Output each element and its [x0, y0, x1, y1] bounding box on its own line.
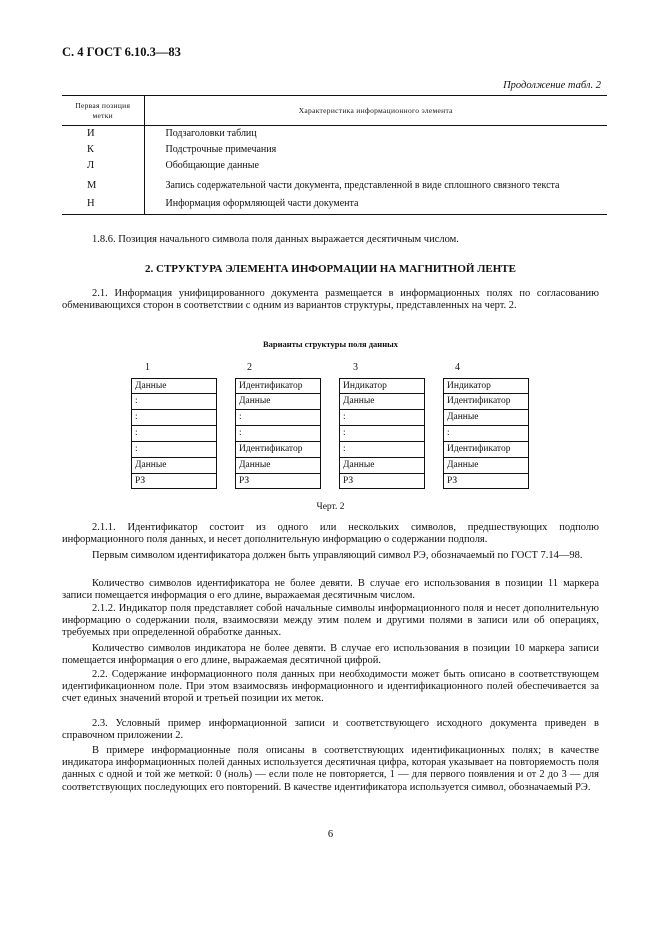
table-cell-letter: Л — [62, 158, 144, 174]
paragraph-2-1: 2.1. Информация унифицированного документа размещается в информационных полях по согласованию обменивающихся сторон в соответствии с одним из вариантов структуры, представленных на черт. 2. — [62, 288, 599, 312]
field-cell: Индикатор — [444, 378, 528, 394]
table-cell-text: Запись содержательной части документа, представленной в виде сплошного связного текста — [165, 180, 560, 191]
figure-title: Варианты структуры поля данных — [262, 339, 398, 349]
table-row — [62, 158, 607, 174]
field-cell: : — [132, 442, 216, 458]
table-row — [62, 194, 607, 215]
field-cell: Индикатор — [340, 378, 424, 394]
field-cell: : — [132, 426, 216, 442]
page-number: 6 — [327, 829, 334, 840]
field-cell: Идентификатор — [444, 442, 528, 458]
field-cell: РЗ — [132, 474, 216, 489]
paragraph-example: В примере информационные поля описаны в соответствующих идентификационных полях; в качестве индикатора информационных полей данных используется десятичная цифра, которая указывает на повторяемость поля данных с одной и той же меткой: 0 (ноль) — если поле не повторяется, 1 — для первого появления и от 2 до 3 — для соответствующих последующих его повторений. В качестве идентификатора используется символ, обозначаемый РЭ. — [62, 745, 599, 793]
table-cell-text: Подзаголовки таблиц — [165, 128, 257, 139]
paragraph-2-2: 2.2. Содержание информационного поля данных при необходимости может быть описано в соответствующем идентификационном поле. При этом взаимосвязь информационного и идентификационного полей обеспечивается за счет единых значений второй и третьей позиции их меток. — [62, 669, 599, 705]
paragraph-identifier-count: Количество символов идентификатора не более девяти. В случае его использования в позиции 11 маркера записи помещается информация о его длине, выражаемая десятичным числом. — [62, 578, 599, 602]
field-cell: Идентификатор — [236, 378, 320, 394]
table-header-description: Характеристика информационного элемента — [144, 96, 607, 126]
variant-3-structure — [339, 378, 425, 489]
paragraph-2-3: 2.3. Условный пример информационной записи и соответствующего исходного документа приведен в справочном приложении 2. — [62, 718, 599, 742]
field-cell: : — [340, 442, 424, 458]
field-cell: : — [236, 410, 320, 426]
table-cell-text: Обобщающие данные — [165, 160, 259, 171]
table-cell-letter: И — [62, 126, 144, 143]
table-continuation-label: Продолжение табл. 2 — [503, 80, 601, 91]
field-cell: Данные — [236, 458, 320, 474]
variant-number: 2 — [247, 362, 252, 373]
variant-2-structure — [235, 378, 321, 489]
field-cell: Идентификатор — [236, 442, 320, 458]
field-cell: : — [444, 426, 528, 442]
paragraph-1-8-6: 1.8.6. Позиция начального символа поля данных выражается десятичным числом. — [92, 234, 459, 245]
field-cell: Данные — [340, 458, 424, 474]
field-cell: : — [340, 410, 424, 426]
field-cell: : — [340, 426, 424, 442]
field-cell: РЗ — [340, 474, 424, 489]
section-title: 2. СТРУКТУРА ЭЛЕМЕНТА ИНФОРМАЦИИ НА МАГНИТНОЙ ЛЕНТЕ — [145, 263, 516, 275]
variant-number: 1 — [145, 362, 150, 373]
paragraph-first-symbol: Первым символом идентификатора должен быть управляющий символ РЭ, обозначаемый по ГОСТ 7.14—98. — [92, 550, 583, 561]
field-cell: Идентификатор — [444, 394, 528, 410]
field-cell: Данные — [132, 378, 216, 394]
field-cell: Данные — [236, 394, 320, 410]
field-cell: РЗ — [236, 474, 320, 489]
field-cell: : — [132, 410, 216, 426]
field-cell: Данные — [444, 410, 528, 426]
variant-1-structure — [131, 378, 217, 489]
field-cell: Данные — [132, 458, 216, 474]
paragraph-2-1-1: 2.1.1. Идентификатор состоит из одного или нескольких символов, предшествующих подполю информационного поля данных, и несет дополнительную информацию о содержании подполя. — [62, 522, 599, 546]
field-cell: : — [236, 426, 320, 442]
table-cell-letter: М — [62, 174, 144, 194]
table-row — [62, 126, 607, 143]
variant-4-structure — [443, 378, 529, 489]
table-cell-text: Подстрочные примечания — [165, 144, 277, 155]
table-cell-letter: Н — [62, 194, 144, 215]
table-header-position: Первая позиция метки — [62, 96, 144, 126]
variant-number: 3 — [353, 362, 358, 373]
table-cell-letter: К — [62, 142, 144, 158]
figure-caption: Черт. 2 — [316, 502, 345, 512]
field-cell: : — [132, 394, 216, 410]
field-cell: РЗ — [444, 474, 528, 489]
table-row — [62, 174, 607, 194]
field-cell: Данные — [340, 394, 424, 410]
table-row — [62, 142, 607, 158]
table-cell-text: Информация оформляющей части документа — [144, 194, 607, 215]
page-header: С. 4 ГОСТ 6.10.3—83 — [62, 45, 181, 59]
table-2 — [62, 95, 607, 215]
paragraph-indicator-count: Количество символов индикатора не более девяти. В случае его использования в позиции 10 маркера записи помещается информация о его длине, выражаемая десятичной цифрой. — [62, 643, 599, 667]
variant-number: 4 — [455, 362, 460, 373]
paragraph-2-1-2: 2.1.2. Индикатор поля представляет собой начальные символы информационного поля и несет дополнительную информацию о содержании поля, взаимосвязи между этим полем и другими полями в записи или об операциях, требуемых при определенной обработке данных. — [62, 603, 599, 639]
field-cell: Данные — [444, 458, 528, 474]
